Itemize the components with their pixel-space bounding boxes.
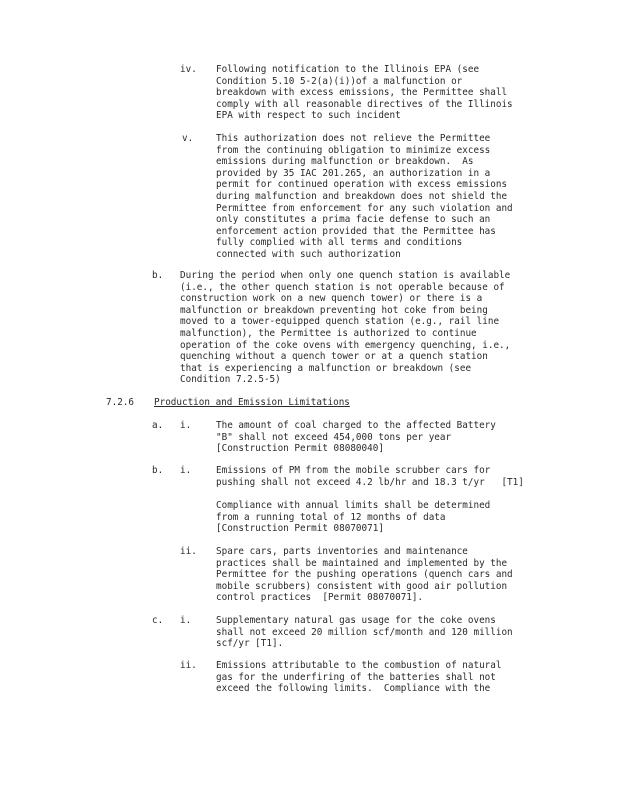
text-line: provided by 35 IAC 201.265, an authorization in a	[216, 167, 491, 179]
text-line: only constitutes a prima facie defense to such an	[216, 214, 491, 226]
item-label-v: v.	[182, 133, 194, 144]
text-line: control practices [Permit 08070071].	[216, 592, 424, 604]
text-line: that is experiencing a malfunction or breakdown (see	[180, 362, 472, 374]
item-label-a: a.	[152, 420, 164, 431]
text-line: practices shall be maintained and implemented by the	[216, 557, 508, 569]
text-line: permit for continued operation with excess emissions	[216, 179, 508, 191]
text-line: construction work on a new quench tower) or there is a	[180, 293, 483, 305]
item-label-c-ii: ii.	[180, 660, 197, 671]
text-line: shall not exceed 20 million scf/month and 120 million	[216, 626, 513, 638]
text-line: Condition 5.10 5-2(a)(i))of a malfunction or	[216, 75, 463, 87]
paragraph-c-i	[216, 615, 513, 650]
text-line: gas for the underfiring of the batteries shall not	[216, 671, 496, 683]
text-line: Following notification to the Illinois EPA (see	[216, 64, 480, 75]
text-line: breakdown with excess emissions, the Permittee shall	[216, 87, 508, 99]
text-line: moved to a tower-equipped quench station (e.g., rail line	[180, 316, 500, 328]
paragraph-a-i	[216, 420, 496, 455]
text-line: scf/yr [T1].	[216, 638, 284, 650]
text-line: during malfunction and breakdown does not shield the	[216, 190, 508, 202]
paragraph-b-ii	[216, 546, 513, 604]
text-line: from a running total of 12 months of data	[216, 511, 446, 523]
text-line: Compliance with annual limits shall be determined	[216, 500, 491, 511]
text-line: operation of the coke ovens with emergency quenching, i.e.,	[180, 339, 511, 351]
text-line: Supplementary natural gas usage for the coke ovens	[216, 615, 496, 626]
section-number: 7.2.6	[106, 397, 134, 408]
item-label-c-i: i.	[180, 615, 192, 626]
item-label-a-i: i.	[180, 420, 192, 431]
item-label-iv: iv.	[180, 64, 197, 75]
text-line: Emissions attributable to the combustion of natural	[216, 660, 502, 671]
text-line: malfunction or breakdown preventing hot coke from being	[180, 304, 488, 316]
item-label-b-i: i.	[180, 465, 192, 476]
text-line: Emissions of PM from the mobile scrubber cars for	[216, 465, 491, 476]
text-line: [Construction Permit 08080040]	[216, 443, 384, 455]
section-title: Production and Emission Limitations	[154, 397, 350, 408]
item-label-b-ii: ii.	[180, 546, 197, 557]
text-line: (i.e., the other quench station is not operable because of	[180, 281, 505, 293]
text-line: "B" shall not exceed 454,000 tons per year	[216, 431, 452, 443]
text-line: enforcement action provided that the Permittee has	[216, 225, 496, 237]
text-line: from the continuing obligation to minimize excess	[216, 144, 491, 156]
text-line: This authorization does not relieve the Permittee	[216, 133, 491, 144]
text-line: fully complied with all terms and conditions	[216, 237, 463, 249]
text-line: comply with all reasonable directives of the Illinois	[216, 98, 513, 110]
text-line: The amount of coal charged to the affected Battery	[216, 420, 496, 431]
paragraph-b-i-compliance	[216, 500, 490, 535]
text-line: malfunction), the Permittee is authorized to continue	[180, 327, 477, 339]
text-line: pushing shall not exceed 4.2 lb/hr and 18.3 t/yr [T1]	[216, 476, 524, 488]
paragraph-b-i	[216, 465, 524, 488]
paragraph-v	[216, 133, 513, 261]
item-label-c: c.	[152, 615, 164, 626]
text-line: During the period when only one quench station is available	[180, 270, 511, 281]
text-line: emissions during malfunction or breakdown. As	[216, 156, 474, 168]
text-line: [Construction Permit 08070071]	[216, 523, 384, 535]
text-line: EPA with respect to such incident	[216, 110, 401, 122]
text-line: connected with such authorization	[216, 248, 401, 260]
paragraph-iv	[216, 64, 513, 122]
text-line: exceed the following limits. Compliance with the	[216, 683, 491, 695]
item-label-b2: b.	[152, 465, 164, 476]
text-line: Permittee for the pushing operations (quench cars and	[216, 569, 513, 581]
item-label-b: b.	[152, 270, 164, 281]
text-line: quenching without a quench tower or at a quench station	[180, 351, 488, 363]
paragraph-c-ii	[216, 660, 501, 695]
text-line: Condition 7.2.5-5)	[180, 374, 281, 386]
text-line: mobile scrubbers) consistent with good air pollution	[216, 580, 508, 592]
text-line: Spare cars, parts inventories and maintenance	[216, 546, 468, 557]
text-line: Permittee from enforcement for any such violation and	[216, 202, 513, 214]
paragraph-b	[180, 270, 510, 386]
